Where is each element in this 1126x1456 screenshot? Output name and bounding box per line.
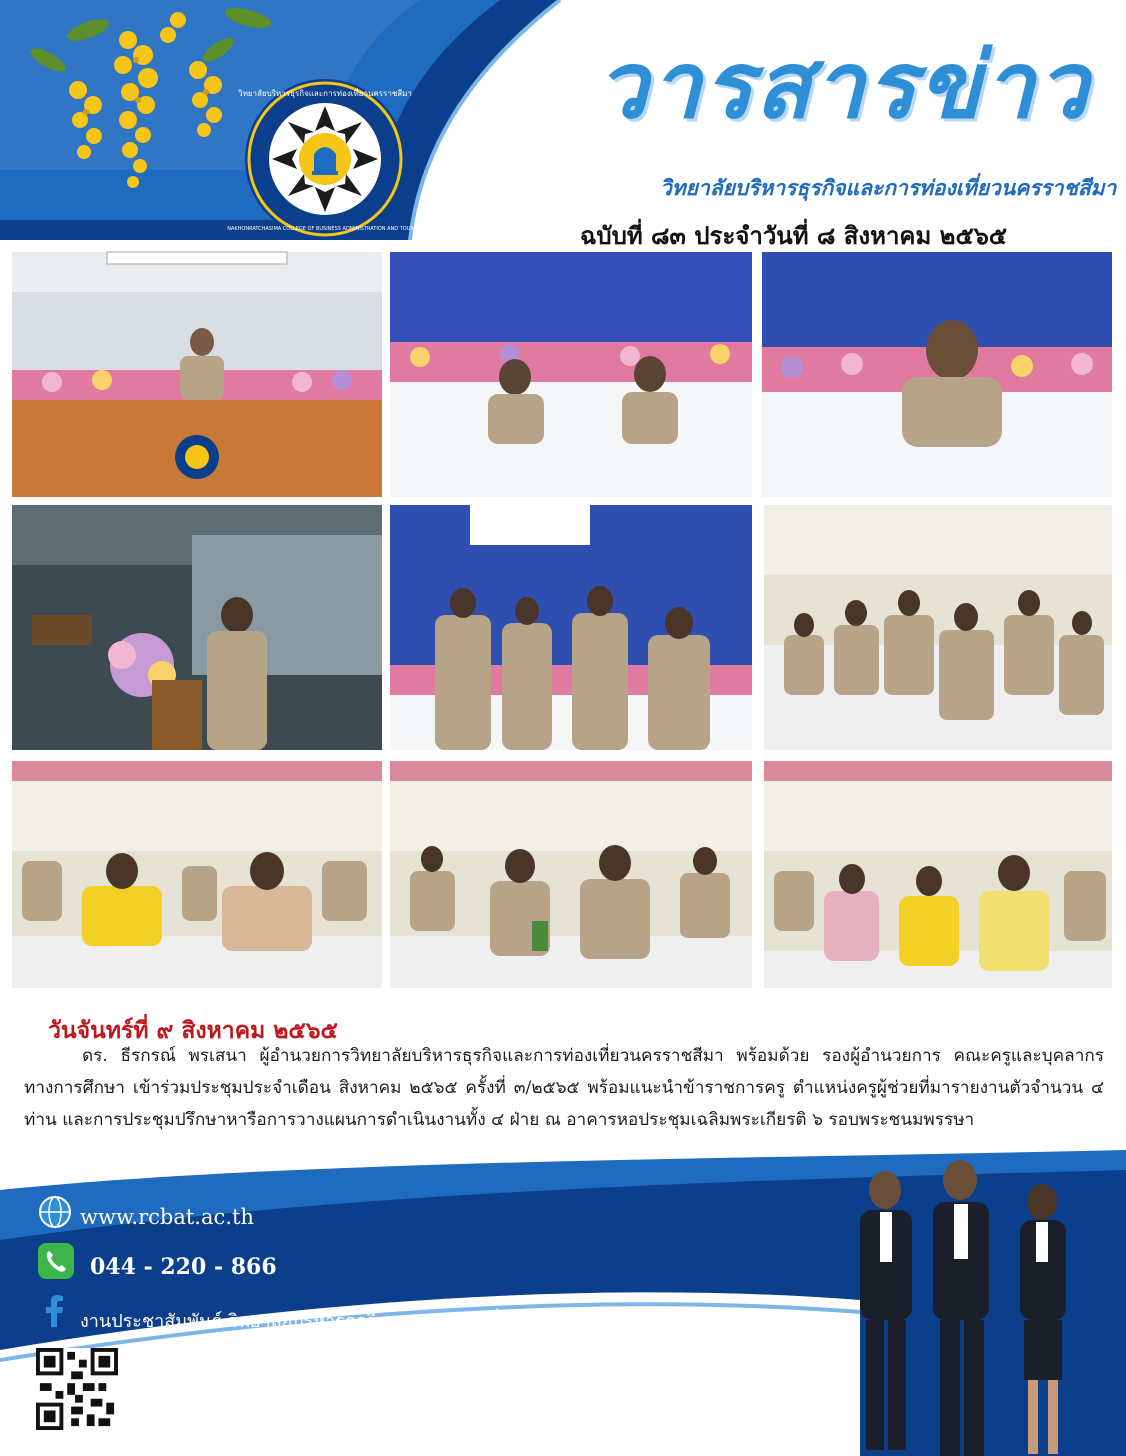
issue-line: ฉบับที่ ๘๓ ประจำวันที่ ๘ สิงหาคม ๒๕๖๕ (580, 222, 1008, 250)
photo-9 (764, 761, 1112, 988)
facebook-icon (40, 1295, 70, 1327)
photo-5 (390, 505, 752, 750)
logo-ring-top-text: วิทยาลัยบริหารธุรกิจและการท่องเที่ยวนครราชสีมา (238, 89, 412, 98)
address-line-2: อำเภอเมืองนครราชสีมา จังหวัดนครราชสีมา 30000 (142, 1408, 527, 1428)
photo-1 (12, 252, 382, 497)
article-body: ดร. ธีรกรณ์ พรเสนา ผู้อำนวยการวิทยาลัยบริหารธุรกิจและการท่องเที่ยวนครราชสีมา พร้อมด้วย รองผู้อำนวยการ คณะครูและบุคลากรทางการศึกษา เข้าร่วมประชุมประจำเดือน สิงหาคม ๒๕๖๕ ครั้งที่ ๓/๒๕๖๕ พร้อมแนะนำข้าราชการครู ตำแหน่งครูผู้ช่วยที่มารายงานตัวจำนวน ๔ ท่าน และการประชุมปรึกษาหารือการวางแผนการดำเนินงานทั้ง ๔ ฝ่าย ณ อาคารหอประชุมเฉลิมพระเกียรติ ๖ รอบพระชนมพรรษา (24, 1046, 1104, 1130)
photo-grid (12, 252, 1112, 988)
address-line-1: 197 หมู่ 2 ถนนเพชรมาตุคลา ตำบลมะเริง (142, 1361, 450, 1381)
article-date-heading: วันจันทร์ที่ ๙ สิงหาคม ๒๕๖๕ (48, 1018, 338, 1044)
college-logo (227, 76, 423, 242)
globe-icon (38, 1195, 72, 1229)
logo-ring-bottom-text: NAKHONRATCHASIMA COLLEGE OF BUSINESS ADMINISTRATION AND TOURISM (227, 226, 423, 232)
website-link[interactable]: www.rcbat.ac.th (80, 1205, 254, 1229)
photo-2 (390, 252, 752, 497)
photo-8 (390, 761, 752, 988)
qr-code-icon[interactable] (36, 1348, 118, 1430)
phone-icon (38, 1243, 74, 1279)
golden-shower-flower-decoration (18, 0, 278, 232)
photo-7 (12, 761, 382, 988)
college-name: วิทยาลัยบริหารธุรกิจและการท่องเที่ยวนครราชสีมา (660, 176, 1117, 200)
phone-number: 044 - 220 - 866 (90, 1254, 277, 1280)
photo-3 (762, 252, 1112, 497)
facebook-page-link[interactable]: งานประชาสัมพันธ์ วิทยาลัยบริหารธุรกิจและการท่องเที่ยวนครราชสีมา (80, 1311, 620, 1332)
newsletter-title: วารสารข่าว (596, 32, 1091, 139)
executives-photo (830, 1160, 1120, 1456)
photo-4 (12, 505, 382, 750)
photo-6 (764, 505, 1112, 750)
